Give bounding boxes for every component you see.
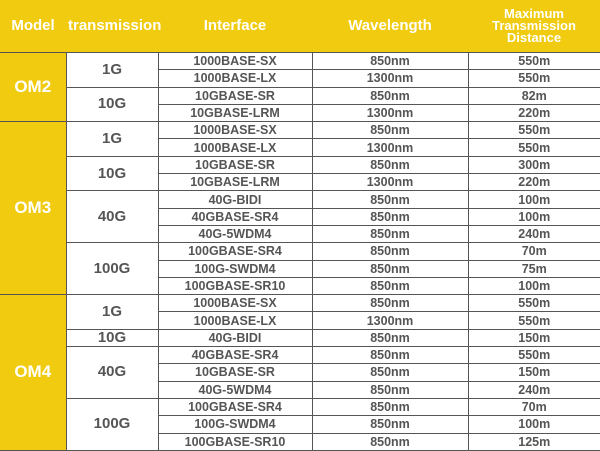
- wavelength-cell: 850nm: [312, 277, 468, 294]
- distance-cell: 550m: [468, 295, 600, 312]
- table-row: [0, 122, 600, 139]
- table-row: [0, 191, 600, 208]
- table-row: [0, 156, 600, 173]
- interface-cell: 100G-SWDM4: [158, 260, 312, 277]
- table-row: [0, 329, 600, 346]
- wavelength-cell: 850nm: [312, 364, 468, 381]
- distance-cell: 100m: [468, 416, 600, 433]
- distance-cell: 550m: [468, 139, 600, 156]
- transmission-cell: 1G: [66, 122, 158, 157]
- interface-cell: 1000BASE-LX: [158, 70, 312, 87]
- wavelength-cell: 850nm: [312, 122, 468, 139]
- wavelength-cell: 850nm: [312, 243, 468, 260]
- wavelength-cell: 850nm: [312, 87, 468, 104]
- distance-cell: 220m: [468, 174, 600, 191]
- distance-cell: 550m: [468, 122, 600, 139]
- wavelength-cell: 850nm: [312, 398, 468, 415]
- interface-cell: 10GBASE-SR: [158, 364, 312, 381]
- interface-cell: 10GBASE-LRM: [158, 174, 312, 191]
- interface-cell: 100G-SWDM4: [158, 416, 312, 433]
- header-model: Model: [11, 17, 55, 34]
- distance-cell: 300m: [468, 156, 600, 173]
- table-row: [0, 87, 600, 104]
- wavelength-cell: 1300nm: [312, 139, 468, 156]
- distance-cell: 100m: [468, 208, 600, 225]
- distance-cell: 125m: [468, 433, 600, 450]
- distance-cell: 240m: [468, 225, 600, 242]
- distance-cell: 75m: [468, 260, 600, 277]
- wavelength-cell: 850nm: [312, 416, 468, 433]
- wavelength-cell: 850nm: [312, 433, 468, 450]
- distance-cell: 100m: [468, 191, 600, 208]
- transmission-cell: 1G: [66, 295, 158, 330]
- distance-cell: 150m: [468, 364, 600, 381]
- interface-cell: 40G-5WDM4: [158, 225, 312, 242]
- table-row: [0, 347, 600, 364]
- wavelength-cell: 1300nm: [312, 70, 468, 87]
- distance-cell: 550m: [468, 70, 600, 87]
- interface-cell: 100GBASE-SR4: [158, 398, 312, 415]
- transmission-cell: 100G: [66, 243, 158, 295]
- header-wavelength: Wavelength: [348, 17, 432, 34]
- interface-cell: 40G-5WDM4: [158, 381, 312, 398]
- model-cell: OM4: [0, 295, 66, 451]
- distance-cell: 220m: [468, 104, 600, 121]
- header-row: [0, 0, 600, 53]
- wavelength-cell: 850nm: [312, 225, 468, 242]
- wavelength-cell: 850nm: [312, 53, 468, 70]
- wavelength-cell: 1300nm: [312, 312, 468, 329]
- wavelength-cell: 850nm: [312, 260, 468, 277]
- wavelength-cell: 1300nm: [312, 104, 468, 121]
- interface-cell: 10GBASE-SR: [158, 87, 312, 104]
- interface-cell: 40G-BIDI: [158, 329, 312, 346]
- wavelength-cell: 850nm: [312, 156, 468, 173]
- wavelength-cell: 850nm: [312, 295, 468, 312]
- wavelength-cell: 850nm: [312, 191, 468, 208]
- distance-cell: 550m: [468, 347, 600, 364]
- transmission-cell: 10G: [66, 329, 158, 346]
- model-cell: OM3: [0, 122, 66, 295]
- interface-cell: 10GBASE-SR: [158, 156, 312, 173]
- header-interface: Interface: [203, 17, 267, 34]
- distance-cell: 550m: [468, 312, 600, 329]
- wavelength-cell: 850nm: [312, 381, 468, 398]
- table-row: [0, 243, 600, 260]
- interface-cell: 1000BASE-SX: [158, 53, 312, 70]
- interface-cell: 10GBASE-LRM: [158, 104, 312, 121]
- interface-cell: 100GBASE-SR4: [158, 243, 312, 260]
- distance-cell: 82m: [468, 87, 600, 104]
- interface-cell: 100GBASE-SR10: [158, 277, 312, 294]
- interface-cell: 40GBASE-SR4: [158, 347, 312, 364]
- transmission-cell: 1G: [66, 53, 158, 88]
- distance-cell: 100m: [468, 277, 600, 294]
- interface-cell: 100GBASE-SR10: [158, 433, 312, 450]
- wavelength-cell: 850nm: [312, 208, 468, 225]
- interface-cell: 1000BASE-SX: [158, 122, 312, 139]
- interface-cell: 40G-BIDI: [158, 191, 312, 208]
- interface-cell: 1000BASE-LX: [158, 312, 312, 329]
- wavelength-cell: 850nm: [312, 329, 468, 346]
- distance-cell: 150m: [468, 329, 600, 346]
- header-distance: Maximum Transmission Distance: [492, 6, 576, 45]
- transmission-cell: 10G: [66, 156, 158, 191]
- interface-cell: 1000BASE-LX: [158, 139, 312, 156]
- transmission-cell: 10G: [66, 87, 158, 122]
- interface-cell: 40GBASE-SR4: [158, 208, 312, 225]
- model-cell: OM2: [0, 53, 66, 122]
- interface-cell: 1000BASE-SX: [158, 295, 312, 312]
- transmission-cell: 100G: [66, 398, 158, 450]
- distance-cell: 70m: [468, 398, 600, 415]
- transmission-cell: 40G: [66, 191, 158, 243]
- wavelength-cell: 850nm: [312, 347, 468, 364]
- table-row: [0, 53, 600, 70]
- transmission-cell: 40G: [66, 347, 158, 399]
- table-row: [0, 398, 600, 415]
- distance-cell: 70m: [468, 243, 600, 260]
- wavelength-cell: 1300nm: [312, 174, 468, 191]
- distance-cell: 240m: [468, 381, 600, 398]
- table-row: [0, 295, 600, 312]
- distance-cell: 550m: [468, 53, 600, 70]
- header-transmission: transmission: [68, 17, 162, 34]
